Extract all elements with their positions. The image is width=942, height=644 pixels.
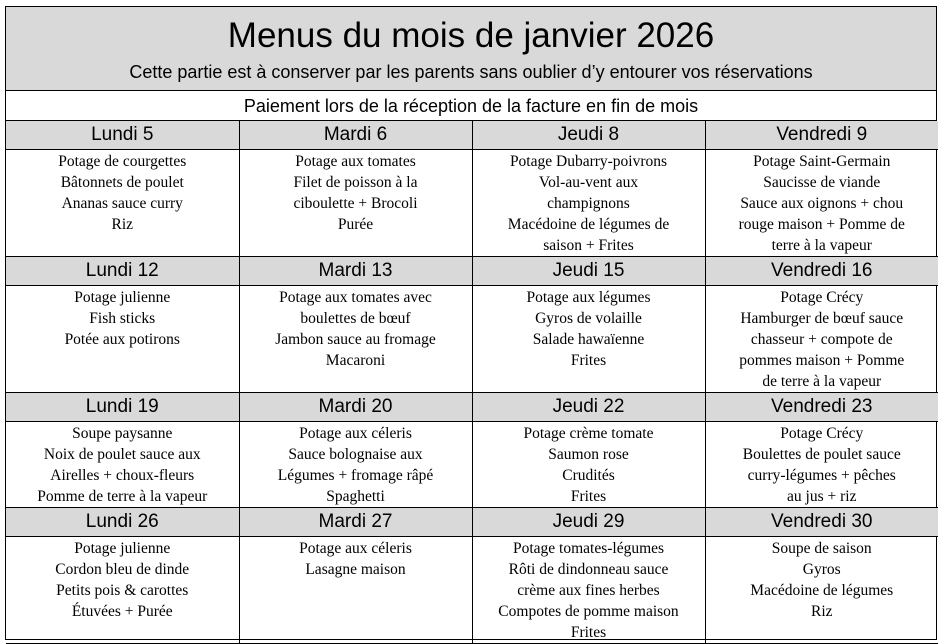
menu-item: ciboulette + Brocoli <box>293 195 418 212</box>
day-menu <box>705 150 938 257</box>
day-label: Mardi 13 <box>239 257 472 286</box>
menu-item: au jus + riz <box>787 488 857 505</box>
menu-item: Potage de courgettes <box>58 153 187 170</box>
menu-item: Potage crème tomate <box>523 425 654 442</box>
menu-item: Macaroni <box>325 352 386 369</box>
menu-item: Potage aux tomates avec <box>279 289 432 306</box>
menu-item: Lasagne maison <box>305 561 406 578</box>
day-label: Vendredi 30 <box>705 508 938 537</box>
day-menu <box>239 286 472 393</box>
menu-item: Salade hawaïenne <box>532 331 645 348</box>
day-menu <box>239 422 472 508</box>
day-label: Vendredi 16 <box>705 257 938 286</box>
menu-item: Soupe de saison <box>771 540 872 557</box>
menu-item: Spaghetti <box>326 488 385 505</box>
menu-sheet <box>5 6 937 640</box>
day-menu <box>239 537 472 644</box>
day-label: Lundi 5 <box>6 121 239 150</box>
menu-item: Purée <box>337 216 374 233</box>
menu-item: Potage Saint-Germain <box>753 153 891 170</box>
day-header-row <box>6 508 938 537</box>
menu-item: Potage Crécy <box>780 289 864 306</box>
day-menu <box>472 422 705 508</box>
menu-item: Potée aux potirons <box>64 331 180 348</box>
day-label: Mardi 6 <box>239 121 472 150</box>
menu-item: Jambon sauce au fromage <box>275 331 436 348</box>
day-menu <box>472 286 705 393</box>
day-menu <box>705 286 938 393</box>
menu-item: Sauce bolognaise aux <box>288 446 423 463</box>
title-block <box>6 7 936 91</box>
menu-item: Bâtonnets de poulet <box>60 174 184 191</box>
day-label: Lundi 19 <box>6 393 239 422</box>
menu-item: Macédoine de légumes <box>750 582 894 599</box>
menu-item: Potage Dubarry-poivrons <box>509 153 668 170</box>
menu-item: boulettes de bœuf <box>300 310 411 327</box>
menu-item: Pomme de terre à la vapeur <box>37 488 208 505</box>
menu-item: Potage Crécy <box>780 425 864 442</box>
menu-row <box>6 537 938 644</box>
menu-item: Potage aux céleris <box>299 540 412 557</box>
day-menu <box>705 422 938 508</box>
day-menu <box>472 150 705 257</box>
menu-item: Noix de poulet sauce aux <box>43 446 201 463</box>
day-menu <box>6 286 239 393</box>
day-label: Jeudi 22 <box>472 393 705 422</box>
day-label: Vendredi 23 <box>705 393 938 422</box>
menu-item: Airelles + choux-fleurs <box>50 467 195 484</box>
day-label: Jeudi 29 <box>472 508 705 537</box>
menu-item: Riz <box>810 603 833 620</box>
menu-item: Potage julienne <box>74 540 171 557</box>
menu-item: Compotes de pomme maison <box>498 603 679 620</box>
day-menu <box>472 537 705 644</box>
day-label: Jeudi 15 <box>472 257 705 286</box>
menu-item: de terre à la vapeur <box>762 373 882 390</box>
day-header-row <box>6 393 938 422</box>
menu-item: Gyros <box>802 561 841 578</box>
menu-item: pommes maison + Pomme <box>739 352 905 369</box>
day-label: Lundi 12 <box>6 257 239 286</box>
menu-item: Ananas sauce curry <box>61 195 183 212</box>
menu-item: Gyros de volaille <box>535 310 642 327</box>
menu-item: Légumes + fromage râpé <box>277 467 434 484</box>
payment-note: Paiement lors de la réception de la facture en fin de mois <box>6 91 936 121</box>
menu-item: Riz <box>111 216 134 233</box>
menu-item: Frites <box>570 624 607 641</box>
menu-item: Frites <box>570 352 607 369</box>
menu-item: Crudités <box>562 467 615 484</box>
menu-table <box>6 121 938 644</box>
menu-item: Potage aux tomates <box>295 153 416 170</box>
menu-item: Boulettes de poulet sauce <box>742 446 901 463</box>
menu-item: Potage aux légumes <box>526 289 651 306</box>
day-menu <box>6 422 239 508</box>
menu-item: crème aux fines herbes <box>517 582 660 599</box>
menu-item: Macédoine de légumes de <box>507 216 670 233</box>
menu-item: Rôti de dindonneau sauce <box>508 561 669 578</box>
menu-item: Fish sticks <box>89 310 156 327</box>
menu-item: Hamburger de bœuf sauce <box>740 310 904 327</box>
menu-item: Vol-au-vent aux <box>538 174 639 191</box>
menu-item: Saucisse de viande <box>763 174 881 191</box>
day-label: Mardi 27 <box>239 508 472 537</box>
menu-item: terre à la vapeur <box>771 237 872 254</box>
menu-item: Potage aux céleris <box>299 425 412 442</box>
day-menu <box>6 537 239 644</box>
menu-row <box>6 150 938 257</box>
menu-item: Petits pois & carottes <box>56 582 189 599</box>
day-label: Jeudi 8 <box>472 121 705 150</box>
menu-item: Potage julienne <box>74 289 171 306</box>
day-menu <box>6 150 239 257</box>
menu-item: Étuvées + Purée <box>71 603 173 620</box>
menu-item: rouge maison + Pomme de <box>738 216 905 233</box>
menu-item: Saumon rose <box>548 446 629 463</box>
day-header-row <box>6 121 938 150</box>
day-menu <box>239 150 472 257</box>
menu-item: saison + Frites <box>543 237 634 254</box>
page-title: Menus du mois de janvier 2026 <box>227 16 715 55</box>
menu-item: Filet de poisson à la <box>293 174 418 191</box>
menu-item: chasseur + compote de <box>750 331 893 348</box>
page-subtitle: Cette partie est à conserver par les parents sans oublier d’y entourer vos réservations <box>129 62 813 82</box>
menu-item: Cordon bleu de dinde <box>55 561 190 578</box>
day-label: Lundi 26 <box>6 508 239 537</box>
menu-item: champignons <box>547 195 630 212</box>
day-label: Vendredi 9 <box>705 121 938 150</box>
day-header-row <box>6 257 938 286</box>
menu-item: Sauce aux oignons + chou <box>740 195 904 212</box>
day-label: Mardi 20 <box>239 393 472 422</box>
day-menu <box>705 537 938 644</box>
menu-row <box>6 286 938 393</box>
menu-item: curry-légumes + pêches <box>747 467 896 484</box>
menu-item: Potage tomates-légumes <box>512 540 665 557</box>
menu-item: Frites <box>570 488 607 505</box>
menu-row <box>6 422 938 508</box>
menu-item: Soupe paysanne <box>72 425 173 442</box>
